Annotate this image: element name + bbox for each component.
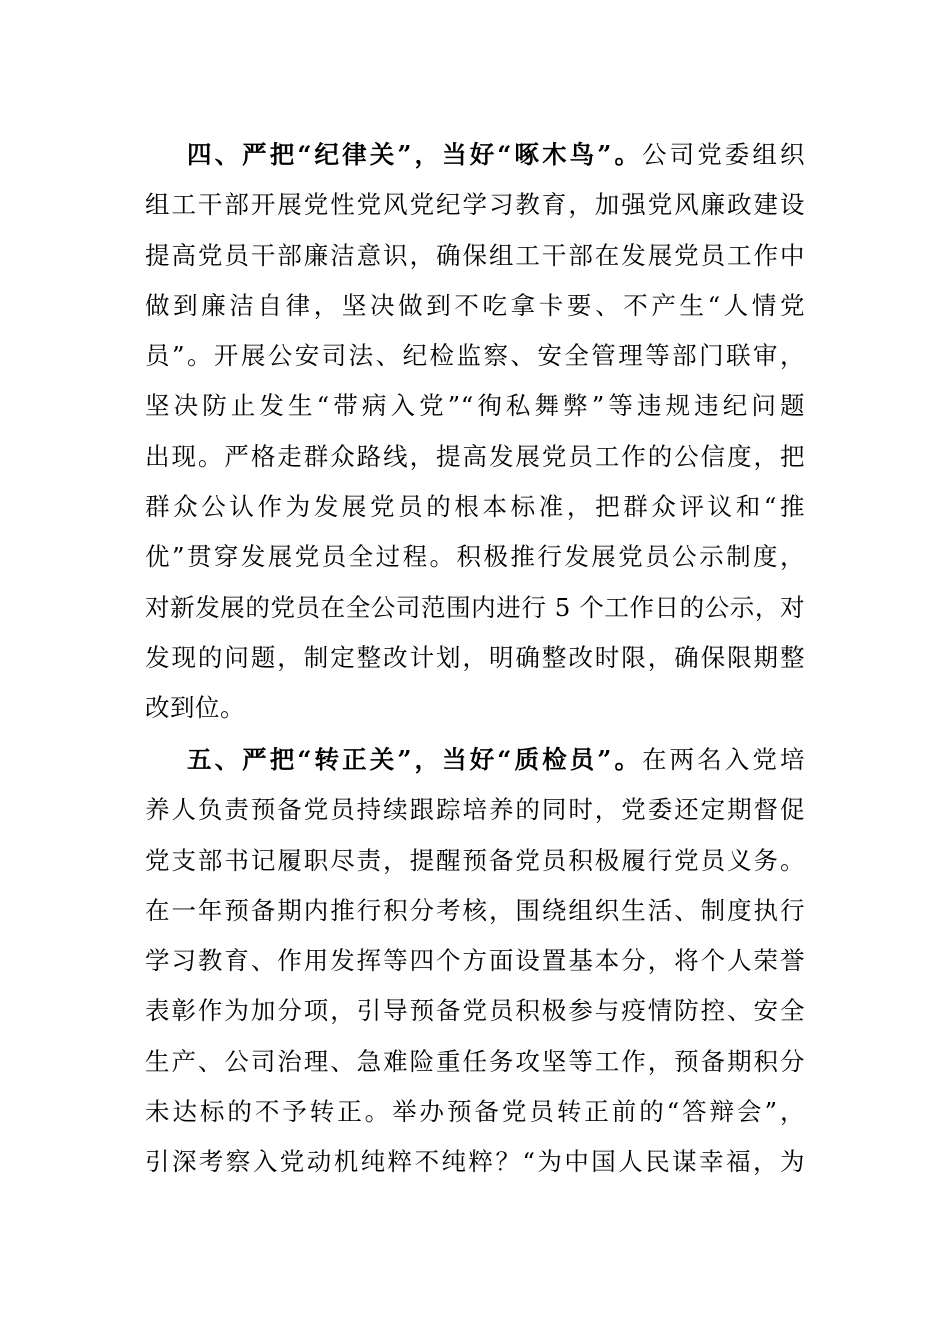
paragraph-line: 优”贯穿发展党员全过程。积极推行发展党员公示制度， [145, 542, 805, 572]
paragraph-line: 提高党员干部廉洁意识，确保组工干部在发展党员工作中 [145, 240, 805, 270]
paragraph-line: 做到廉洁自律，坚决做到不吃拿卡要、不产生“人情党 [145, 290, 805, 320]
paragraph-line: 群众公认作为发展党员的根本标准，把群众评议和“推 [145, 492, 805, 522]
paragraph-line: 表彰作为加分项，引导预备党员积极参与疫情防控、安全 [145, 996, 805, 1026]
paragraph-line: 员”。开展公安司法、纪检监察、安全管理等部门联审， [145, 341, 805, 371]
paragraph-line: 发现的问题，制定整改计划，明确整改时限，确保限期整 [145, 642, 805, 672]
paragraph-line: 党支部书记履职尽责，提醒预备党员积极履行党员义务。 [145, 845, 805, 875]
paragraph-line: 坚决防止发生“带病入党”“徇私舞弊”等违规违纪问题 [145, 391, 805, 421]
section-heading: 四、严把“纪律关”，当好“啄木鸟”。 [187, 140, 643, 169]
section-five-probation [145, 735, 805, 1188]
paragraph-line: 在一年预备期内推行积分考核，围绕组织生活、制度执行 [145, 895, 805, 925]
section-four-discipline [145, 130, 805, 734]
paragraph-line: 养人负责预备党员持续跟踪培养的同时，党委还定期督促 [145, 795, 805, 825]
paragraph-line: 未达标的不予转正。举办预备党员转正前的“答辩会”， [145, 1097, 805, 1127]
paragraph-text: 公司党委组织 [642, 140, 805, 169]
paragraph-line: 组工干部开展党性党风党纪学习教育，加强党风廉政建设 [145, 190, 805, 220]
paragraph-line: 生产、公司治理、急难险重任务攻坚等工作，预备期积分 [145, 1046, 805, 1076]
paragraph-line: 对新发展的党员在全公司范围内进行 5 个工作日的公示，对 [145, 592, 805, 622]
paragraph-line: 学习教育、作用发挥等四个方面设置基本分，将个人荣誉 [145, 946, 805, 976]
paragraph-line: 引深考察入党动机纯粹不纯粹？“为中国人民谋幸福，为 [145, 1147, 805, 1177]
paragraph-line: 改到位。 [145, 693, 245, 723]
paragraph-line: 出现。严格走群众路线，提高发展党员工作的公信度，把 [145, 441, 805, 471]
paragraph-line [145, 130, 805, 180]
paragraph-text: 在两名入党培 [642, 745, 805, 774]
paragraph-line [145, 735, 805, 785]
section-heading: 五、严把“转正关”，当好“质检员”。 [187, 745, 643, 774]
